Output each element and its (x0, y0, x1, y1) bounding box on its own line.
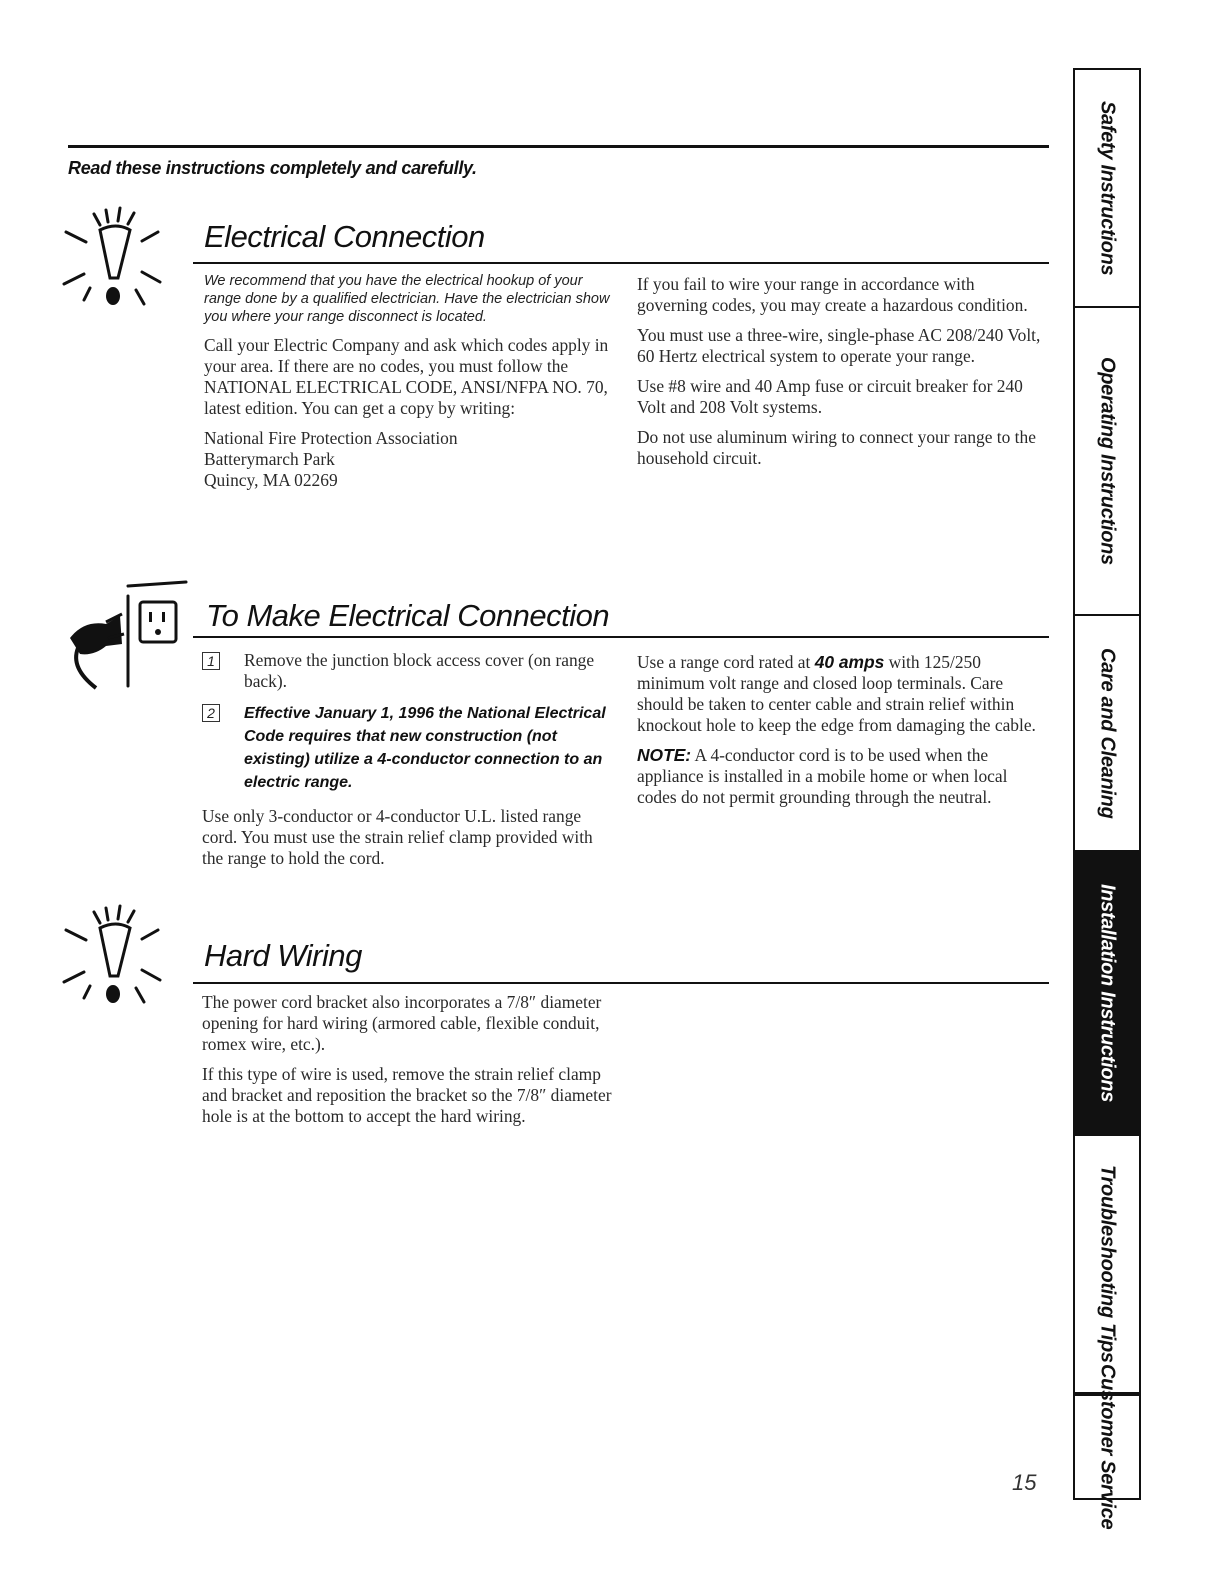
exclamation-warning-icon (38, 200, 188, 320)
tab-installation-instructions[interactable] (1075, 852, 1139, 1136)
section-title-electrical: Electrical Connection (204, 219, 485, 254)
section-rule (193, 262, 1049, 264)
emphasis: 40 amps (814, 652, 885, 672)
step-1 (202, 650, 612, 692)
paragraph: You must use a three-wire, single-phase AC 208/240 Volt, 60 Hertz electrical system to operate your range. (637, 325, 1041, 366)
step-text: Remove the junction block access cover (on range back). (244, 650, 595, 691)
paragraph: Call your Electric Company and ask which codes apply in your area. If there are no codes, you must follow the NATIONAL ELECTRICAL CODE, ANSI/NFPA NO. 70, latest edition. You can get a copy by writing: (204, 335, 609, 418)
step-number: 2 (202, 704, 220, 722)
make-connection-left-column (202, 650, 612, 878)
electrical-left-column (204, 272, 614, 491)
paragraph: If this type of wire is used, remove the strain relief clamp and bracket and reposition the bracket so the 7/8″ diameter hole is at the bottom to accept the hard wiring. (202, 1064, 612, 1126)
paragraph (637, 652, 1049, 736)
step-2 (202, 702, 612, 794)
tab-label: Care and Cleaning (1096, 647, 1119, 819)
tab-troubleshooting-tips[interactable] (1075, 1136, 1139, 1394)
note-paragraph (637, 745, 1049, 808)
header-rule (68, 145, 1049, 148)
intro-heading: Read these instructions completely and carefully. (68, 158, 477, 178)
address-line: Quincy, MA 02269 (204, 470, 338, 490)
note-text: A 4-conductor cord is to be used when the appliance is installed in a mobile home or when local codes do not permit grounding through the neutral. (637, 745, 1008, 807)
exclamation-warning-icon (38, 898, 188, 1018)
plug-outlet-icon (50, 576, 200, 696)
address-line: Batterymarch Park (204, 449, 335, 469)
paragraph: Use only 3-conductor or 4-conductor U.L. listed range cord. You must use the strain relief clamp provided with the range to hold the cord. (202, 806, 593, 868)
note-label: NOTE: (637, 745, 692, 765)
section-rule (193, 982, 1049, 984)
step-text: Effective January 1, 1996 the National Electrical Code requires that new construction (not existing) utilize a 4-conductor connection to an electric range. (244, 705, 606, 791)
italic-note: We recommend that you have the electrical hookup of your range done by a qualified electrician. Have the electrician show you where your range disconnect is located. (204, 273, 610, 325)
tab-label: Customer Service (1096, 1364, 1119, 1530)
hard-wiring-column (202, 992, 612, 1136)
paragraph: If you fail to wire your range in accordance with governing codes, you may create a hazardous condition. (637, 274, 1028, 315)
tab-care-and-cleaning[interactable] (1075, 616, 1139, 852)
page-number: 15 (1012, 1470, 1037, 1495)
tab-label: Troubleshooting Tips (1096, 1165, 1119, 1363)
make-connection-right-column (637, 652, 1049, 817)
address-line: National Fire Protection Association (204, 428, 458, 448)
section-title-make-connection: To Make Electrical Connection (206, 598, 610, 633)
tab-operating-instructions[interactable] (1075, 308, 1139, 616)
step-number: 1 (202, 652, 220, 670)
electrical-right-column (637, 274, 1049, 478)
text-run: with 125/250 minimum volt range and closed loop terminals. Care should be taken to center cable and strain relief within knockout hole to keep the edge from damaging the cable. (637, 652, 1036, 735)
paragraph: Do not use aluminum wiring to connect your range to the household circuit. (637, 427, 1036, 468)
paragraph: Use #8 wire and 40 Amp fuse or circuit breaker for 240 Volt and 208 Volt systems. (637, 376, 1023, 417)
tab-label: Safety Instructions (1096, 100, 1119, 276)
section-tabs (1073, 68, 1141, 1530)
tab-label: Installation Instructions (1096, 883, 1119, 1103)
tab-customer-service[interactable] (1075, 1364, 1139, 1530)
paragraph: The power cord bracket also incorporates a 7/8″ diameter opening for hard wiring (armored cable, flexible conduit, romex wire, etc.). (202, 992, 602, 1054)
section-rule (193, 636, 1049, 638)
tab-label: Operating Instructions (1096, 357, 1119, 565)
section-title-hard-wiring: Hard Wiring (204, 938, 362, 973)
tab-safety-instructions[interactable] (1075, 70, 1139, 308)
text-run: Use a range cord rated at (637, 652, 815, 672)
